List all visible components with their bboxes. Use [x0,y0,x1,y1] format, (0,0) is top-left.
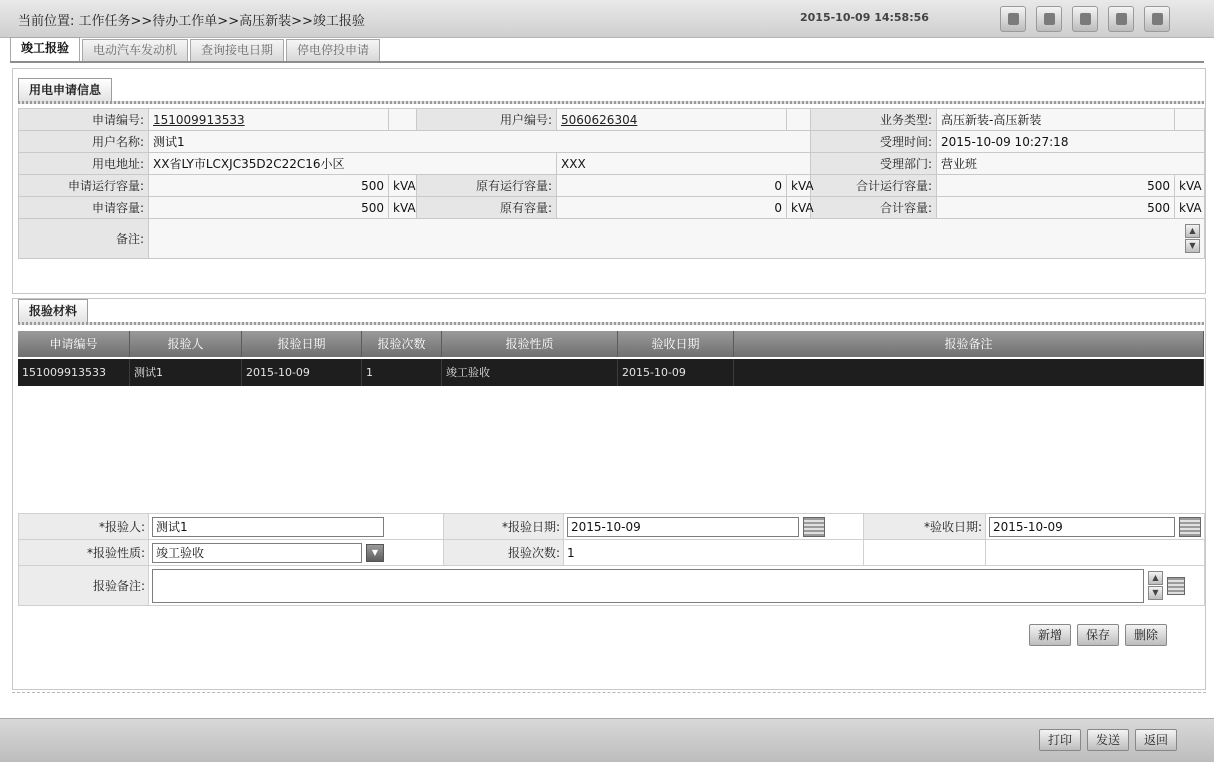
tab-outage-application[interactable]: 停电停投申请 [286,39,380,61]
unit-apply-cap: kVA [389,197,417,219]
value-orig-run-cap: 0 [557,175,787,197]
cell-inspect-count: 1 [362,359,442,386]
table-row[interactable] [18,359,1204,386]
delete-button[interactable]: 删除 [1125,624,1167,646]
material-grid-header [18,331,1204,357]
label-user-name: 用户名称: [19,131,149,153]
value-accept-dept: 营业班 [937,153,1205,175]
col-inspect-count[interactable]: 报验次数 [362,331,442,357]
inspector-input[interactable]: 测试1 [152,517,384,537]
label-address: 用电地址: [19,153,149,175]
info-section-rule [18,101,1204,104]
label-remark: 备注: [19,219,149,259]
inspect-date-input[interactable]: 2015-10-09 [567,517,799,537]
tab-bar [10,39,380,61]
col-inspector[interactable]: 报验人 [130,331,242,357]
cell-inspect-date: 2015-10-09 [242,359,362,386]
grid-actions [1029,624,1167,646]
value-biz-type: 高压新装-高压新装 [937,109,1175,131]
value-user-name: 测试1 [149,131,811,153]
cell-inspect-nature: 竣工验收 [442,359,618,386]
label-orig-run-cap: 原有运行容量: [417,175,557,197]
print-button[interactable]: 打印 [1039,729,1081,751]
top-bar [0,0,1214,38]
value-orig-cap: 0 [557,197,787,219]
label-inspect-date: *报验日期: [444,514,564,540]
unit-orig-cap: kVA [787,197,811,219]
application-info-table [18,108,1205,259]
col-accept-date[interactable]: 验收日期 [618,331,734,357]
exit-icon[interactable] [1144,6,1170,32]
label-total-cap: 合计容量: [811,197,937,219]
calendar-icon[interactable] [803,517,825,537]
user-no-link[interactable]: 5060626304 [561,112,638,127]
save-button[interactable]: 保存 [1077,624,1119,646]
tab-ev-engine[interactable]: 电动汽车发动机 [82,39,188,61]
label-inspector: *报验人: [19,514,149,540]
col-app-no[interactable]: 申请编号 [18,331,130,357]
timestamp: 2015-10-09 14:58:56 [800,11,929,24]
value-address: XX省LY市LCXJC35D2C22C16小区 [149,153,557,175]
calendar-icon[interactable] [1179,517,1201,537]
col-inspect-remark[interactable]: 报验备注 [734,331,1204,357]
screen-icon[interactable] [1036,6,1062,32]
tab-underline [10,61,1204,63]
value-count: 1 [564,540,864,566]
label-biz-type: 业务类型: [811,109,937,131]
inspection-form [18,513,1205,606]
col-inspect-date[interactable]: 报验日期 [242,331,362,357]
chevron-down-icon[interactable]: ▼ [366,544,384,562]
expand-icon[interactable] [1167,577,1185,595]
cell-accept-date: 2015-10-09 [618,359,734,386]
nature-select[interactable]: 竣工验收 [152,543,362,563]
label-accept-time: 受理时间: [811,131,937,153]
label-form-remark: 报验备注: [19,566,149,606]
label-accept-dept: 受理部门: [811,153,937,175]
value-apply-run-cap: 500 [149,175,389,197]
breadcrumb: 当前位置: 工作任务>>待办工作单>>高压新装>>竣工报验 [18,14,365,29]
value-app-no [149,109,389,131]
unit-total-cap: kVA [1175,197,1205,219]
monitor-icon[interactable] [1000,6,1026,32]
tab-query-power-date[interactable]: 查询接电日期 [190,39,284,61]
cell-app-no: 151009913533 [18,359,130,386]
bottom-bar [0,718,1214,762]
display-icon[interactable] [1072,6,1098,32]
value-accept-time: 2015-10-09 10:27:18 [937,131,1205,153]
unit-apply-run-cap: kVA [389,175,417,197]
value-total-cap: 500 [937,197,1175,219]
back-button[interactable]: 返回 [1135,729,1177,751]
cell-inspect-remark [734,359,1204,386]
label-orig-cap: 原有容量: [417,197,557,219]
label-total-run-cap: 合计运行容量: [811,175,937,197]
footer-actions [1039,729,1177,751]
remark-textarea[interactable] [149,219,1205,259]
material-section-rule [18,322,1204,325]
material-section-title: 报验材料 [18,299,88,323]
scroll-up-icon[interactable]: ▲ [1148,571,1163,585]
col-inspect-nature[interactable]: 报验性质 [442,331,618,357]
send-button[interactable]: 发送 [1087,729,1129,751]
value-apply-cap: 500 [149,197,389,219]
label-apply-run-cap: 申请运行容量: [19,175,149,197]
value-user-no [557,109,787,131]
accept-date-input[interactable]: 2015-10-09 [989,517,1175,537]
divider [12,692,1206,693]
value-total-run-cap: 500 [937,175,1175,197]
unit-orig-run-cap: kVA [787,175,811,197]
label-accept-date: *验收日期: [864,514,986,540]
label-count: 报验次数: [444,540,564,566]
label-apply-cap: 申请容量: [19,197,149,219]
value-address-extra: XXX [557,153,811,175]
unit-total-run-cap: kVA [1175,175,1205,197]
toolbar-icons [1000,6,1170,32]
label-nature: *报验性质: [19,540,149,566]
inspect-remark-textarea[interactable] [152,569,1144,603]
app-no-link[interactable]: 151009913533 [153,112,245,127]
tab-completion-inspection[interactable]: 竣工报验 [10,37,80,61]
scroll-up-icon[interactable]: ▲ [1185,224,1200,238]
label-user-no: 用户编号: [417,109,557,131]
label-app-no: 申请编号: [19,109,149,131]
add-button[interactable]: 新增 [1029,624,1071,646]
scroll-down-icon[interactable]: ▼ [1148,586,1163,600]
help-icon[interactable] [1108,6,1134,32]
cell-inspector: 测试1 [130,359,242,386]
info-section-title: 用电申请信息 [18,78,112,102]
remark-scroll [1185,224,1200,253]
form-remark-scroll [1148,571,1163,600]
scroll-down-icon[interactable]: ▼ [1185,239,1200,253]
